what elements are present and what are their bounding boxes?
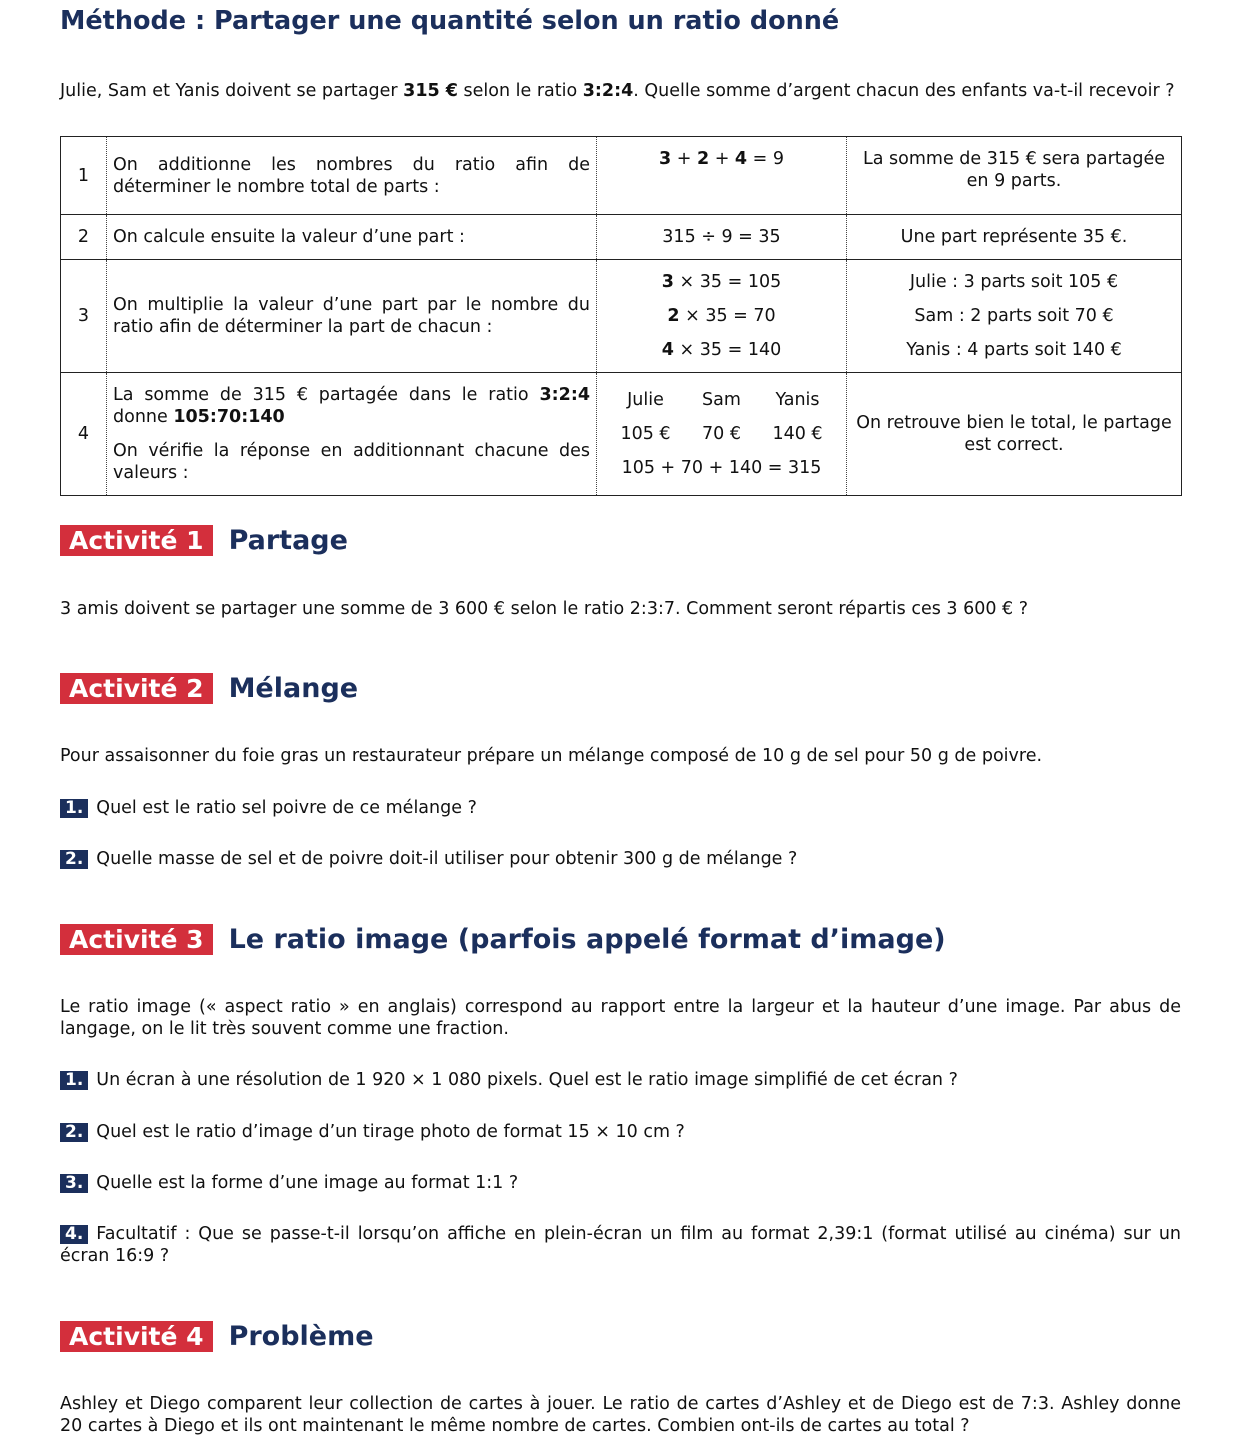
step-number: 3 [61, 260, 107, 373]
question-number: 1. [60, 1071, 88, 1090]
step-calculation: Julie Sam Yanis 105 € 70 € 140 € 105 + 70 + 140 = 315 [597, 373, 847, 496]
question-item: 1. Un écran à une résolution de 1 920 × 1 080 pixels. Quel est le ratio image simplifié de cet écran ? [60, 1069, 1181, 1091]
method-table [60, 136, 1182, 496]
step-number: 4 [61, 373, 107, 496]
question-number: 2. [60, 850, 88, 869]
activity-title: Problème [228, 1321, 374, 1352]
step-calculation: 3 + 2 + 4 = 9 [597, 137, 847, 215]
step-result: La somme de 315 € sera partagée en 9 parts. [847, 137, 1182, 215]
method-intro: Julie, Sam et Yanis doivent se partager 315 € selon le ratio 3:2:4. Quelle somme d’argent chacun des enfants va-t-il recevoir ? [60, 81, 1175, 101]
step-number: 1 [61, 137, 107, 215]
step-calculation: 315 ÷ 9 = 35 [597, 215, 847, 260]
method-title: Méthode : Partager une quantité selon un ratio donné [60, 6, 840, 36]
table-row [61, 373, 1182, 496]
step-result: Julie : 3 parts soit 105 € Sam : 2 parts soit 70 € Yanis : 4 parts soit 140 € [847, 260, 1182, 373]
activity-badge: Activité 4 [60, 1321, 213, 1352]
activity-title: Le ratio image (parfois appelé format d’image) [228, 924, 946, 955]
step-number: 2 [61, 215, 107, 260]
question-number: 2. [60, 1123, 88, 1142]
activity-3-header [60, 924, 946, 955]
activity-2-header [60, 673, 358, 704]
table-row [61, 260, 1182, 373]
activity-2-text: Pour assaisonner du foie gras un restaurateur prépare un mélange composé de 10 g de sel pour 50 g de poivre. [60, 746, 1043, 766]
activity-title: Mélange [228, 673, 359, 704]
step-result: Une part représente 35 €. [847, 215, 1182, 260]
step-calculation: 3 × 35 = 105 2 × 35 = 70 4 × 35 = 140 [597, 260, 847, 373]
question-item: 3. Quelle est la forme d’une image au format 1:1 ? [60, 1172, 1181, 1194]
activity-badge: Activité 2 [60, 673, 213, 704]
table-row [61, 215, 1182, 260]
activity-badge: Activité 3 [60, 924, 213, 955]
step-description: La somme de 315 € partagée dans le ratio 3:2:4 donne 105:70:140 On vérifie la réponse en additionnant chacune des valeurs : [107, 373, 597, 496]
question-number: 1. [60, 799, 88, 818]
activity-4-text: Ashley et Diego comparent leur collection de cartes à jouer. Le ratio de cartes d’Ashley et de Diego est de 7:3. Ashley donne 20 cartes à Diego et ils ont maintenant le même nombre de cartes. Combien ont-ils de cartes au total ? [60, 1394, 1181, 1436]
step-result: On retrouve bien le total, le partage est correct. [847, 373, 1182, 496]
question-item: 2. Quel est le ratio d’image d’un tirage photo de format 15 × 10 cm ? [60, 1121, 1181, 1143]
activity-1-header [60, 525, 348, 556]
question-item: 1. Quel est le ratio sel poivre de ce mélange ? [60, 797, 1181, 819]
step-description: On multiplie la valeur d’une part par le nombre du ratio afin de déterminer la part de chacun : [107, 260, 597, 373]
step-description: On additionne les nombres du ratio afin de déterminer le nombre total de parts : [107, 137, 597, 215]
question-number: 4. [60, 1225, 88, 1244]
question-number: 3. [60, 1174, 88, 1193]
step-description: On calcule ensuite la valeur d’une part : [107, 215, 597, 260]
question-item: 4. Facultatif : Que se passe-t-il lorsqu’on affiche en plein-écran un film au format 2,39:1 (format utilisé au cinéma) sur un écran 16:9 ? [60, 1224, 1181, 1266]
activity-4-header [60, 1321, 374, 1352]
activity-3-text: Le ratio image (« aspect ratio » en anglais) correspond au rapport entre la largeur et la hauteur d’une image. Par abus de langage, on le lit très souvent comme une fraction. [60, 997, 1181, 1039]
activity-1-text: 3 amis doivent se partager une somme de 3 600 € selon le ratio 2:3:7. Comment seront répartis ces 3 600 € ? [60, 599, 1029, 619]
activity-badge: Activité 1 [60, 525, 213, 556]
table-row [61, 137, 1182, 215]
question-item: 2. Quelle masse de sel et de poivre doit-il utiliser pour obtenir 300 g de mélange ? [60, 848, 1181, 870]
activity-title: Partage [228, 525, 348, 556]
